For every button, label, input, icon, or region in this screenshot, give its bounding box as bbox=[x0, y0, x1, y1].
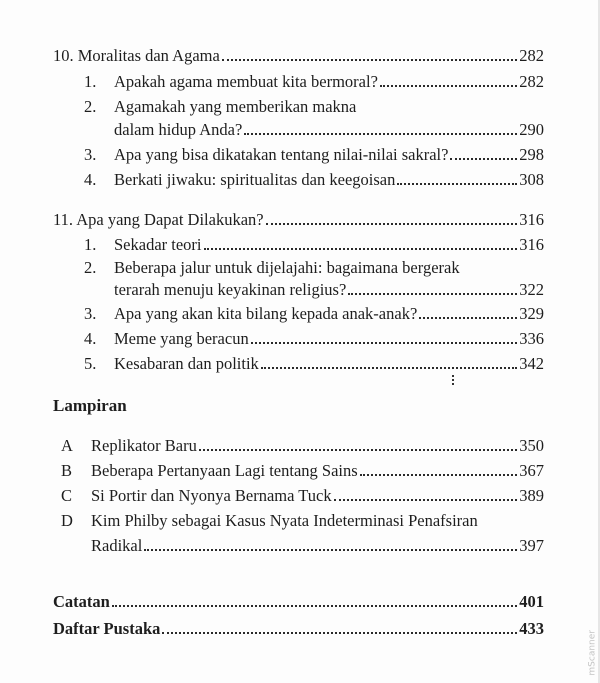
item-number: 1. bbox=[84, 72, 97, 91]
appendix-page: 397 bbox=[519, 536, 544, 555]
chapter-11-item-5 bbox=[84, 354, 544, 374]
chapter-11-item-2-line1 bbox=[84, 258, 460, 278]
item-title: Meme yang beracun bbox=[114, 329, 249, 348]
dot-leader bbox=[266, 223, 518, 225]
chapter-10-item-4 bbox=[84, 170, 544, 190]
item-title: Berkati jiwaku: spiritualitas dan keegoisan bbox=[114, 170, 396, 189]
dot-leader bbox=[162, 632, 517, 634]
chapter-11-item-2-line2 bbox=[114, 280, 544, 300]
notes-label: Catatan bbox=[53, 592, 110, 611]
chapter-11-item-3 bbox=[84, 304, 544, 324]
dot-leader bbox=[204, 248, 518, 250]
item-title: Apa yang bisa dikatakan tentang nilai-nilai sakral? bbox=[114, 145, 449, 164]
chapter-11-entry bbox=[53, 210, 544, 230]
item-page: 282 bbox=[519, 72, 544, 91]
dot-leader bbox=[222, 59, 517, 61]
item-title-line1: Agamakah yang memberikan makna bbox=[114, 97, 357, 116]
appendix-letter: A bbox=[61, 436, 73, 455]
appendix-title-line2: Radikal bbox=[91, 536, 143, 555]
item-title-line1: Beberapa jalur untuk dijelajahi: bagaimana bergerak bbox=[114, 258, 460, 277]
item-number: 5. bbox=[84, 354, 97, 373]
notes-page: 401 bbox=[519, 592, 544, 611]
dot-leader bbox=[199, 449, 517, 451]
dot-leader bbox=[261, 367, 517, 369]
item-page: 329 bbox=[519, 304, 544, 323]
item-number: 2. bbox=[84, 97, 97, 116]
item-page: 342 bbox=[519, 354, 544, 373]
dot-leader bbox=[251, 342, 518, 344]
dot-leader bbox=[244, 133, 517, 135]
appendix-page: 389 bbox=[519, 486, 544, 505]
appendix-title-line1: Kim Philby sebagai Kasus Nyata Indeterminasi Penafsiran bbox=[91, 511, 478, 530]
chapter-10-page: 282 bbox=[519, 46, 544, 65]
appendix-item-c bbox=[61, 486, 544, 506]
chapter-10-entry bbox=[53, 46, 544, 66]
chapter-11-page: 316 bbox=[519, 210, 544, 229]
appendix-heading: Lampiran bbox=[53, 396, 127, 415]
item-title: Apakah agama membuat kita bermoral? bbox=[114, 72, 378, 91]
appendix-title: Replikator Baru bbox=[91, 436, 197, 455]
notes-entry bbox=[53, 592, 544, 612]
appendix-page: 350 bbox=[519, 436, 544, 455]
dot-leader bbox=[348, 293, 517, 295]
appendix-letter: C bbox=[61, 486, 73, 505]
item-page: 316 bbox=[519, 235, 544, 254]
appendix-item-d-line2 bbox=[91, 536, 544, 556]
chapter-11-item-1 bbox=[84, 235, 544, 255]
chapter-11-title: 11. Apa yang Dapat Dilakukan? bbox=[53, 210, 264, 229]
bibliography-entry bbox=[53, 619, 544, 639]
dot-leader bbox=[144, 549, 517, 551]
item-title-line2: terarah menuju keyakinan religius? bbox=[114, 280, 347, 299]
item-title: Kesabaran dan politik bbox=[114, 354, 259, 373]
appendix-title: Si Portir dan Nyonya Bernama Tuck bbox=[91, 486, 332, 505]
item-page: 308 bbox=[519, 170, 544, 189]
dot-leader bbox=[360, 474, 518, 476]
appendix-item-a bbox=[61, 436, 544, 456]
item-number: 3. bbox=[84, 304, 97, 323]
appendix-page: 367 bbox=[519, 461, 544, 480]
item-page: 298 bbox=[519, 145, 544, 164]
item-number: 4. bbox=[84, 170, 97, 189]
chapter-10-item-1 bbox=[84, 72, 544, 92]
item-number: 1. bbox=[84, 235, 97, 254]
appendix-letter: D bbox=[61, 511, 73, 530]
dot-leader bbox=[380, 85, 517, 87]
appendix-item-b bbox=[61, 461, 544, 481]
scanner-watermark: mScanner bbox=[588, 630, 598, 676]
stray-mark bbox=[452, 375, 456, 385]
item-page: 336 bbox=[519, 329, 544, 348]
item-page: 322 bbox=[519, 280, 544, 299]
chapter-11-item-4 bbox=[84, 329, 544, 349]
item-number: 2. bbox=[84, 258, 97, 277]
chapter-10-item-2-line2 bbox=[114, 120, 544, 140]
item-page: 290 bbox=[519, 120, 544, 139]
item-title: Apa yang akan kita bilang kepada anak-anak? bbox=[114, 304, 418, 323]
item-title: Sekadar teori bbox=[114, 235, 202, 254]
bibliography-page: 433 bbox=[519, 619, 544, 638]
dot-leader bbox=[334, 499, 518, 501]
appendix-letter: B bbox=[61, 461, 73, 480]
bibliography-label: Daftar Pustaka bbox=[53, 619, 161, 638]
dot-leader bbox=[112, 605, 517, 607]
dot-leader bbox=[419, 317, 517, 319]
chapter-10-item-3 bbox=[84, 145, 544, 165]
chapter-10-item-2-line1 bbox=[84, 97, 356, 117]
item-title-line2: dalam hidup Anda? bbox=[114, 120, 243, 139]
appendix-item-d-line1 bbox=[61, 511, 478, 531]
item-number: 4. bbox=[84, 329, 97, 348]
dot-leader bbox=[450, 158, 517, 160]
item-number: 3. bbox=[84, 145, 97, 164]
chapter-10-title: 10. Moralitas dan Agama bbox=[53, 46, 220, 65]
appendix-title: Beberapa Pertanyaan Lagi tentang Sains bbox=[91, 461, 358, 480]
dot-leader bbox=[397, 183, 517, 185]
